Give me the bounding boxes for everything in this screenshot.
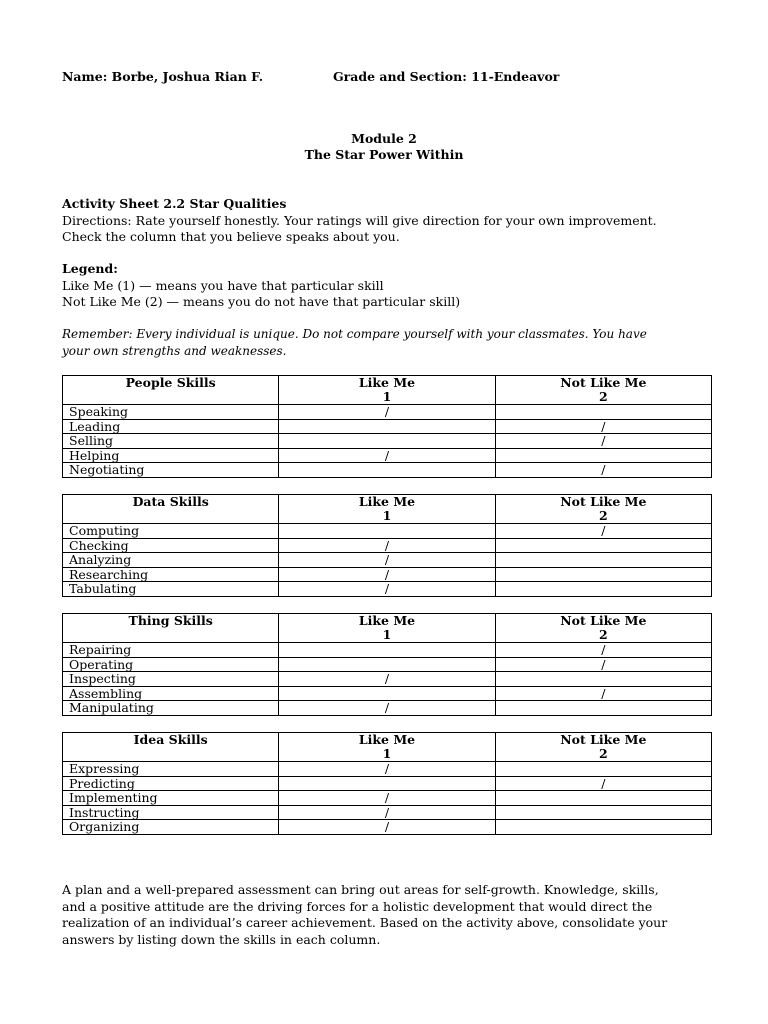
not-like-me-cell[interactable] (495, 791, 711, 806)
skill-category-heading: Idea Skills (63, 733, 279, 762)
skill-name: Checking (63, 538, 279, 553)
like-me-cell[interactable]: / (279, 448, 495, 463)
like-me-cell[interactable] (279, 463, 495, 478)
not-like-me-cell[interactable]: / (495, 524, 711, 539)
table-row (63, 805, 712, 820)
table-row (63, 657, 712, 672)
not-like-me-cell[interactable] (495, 762, 711, 777)
skill-name: Implementing (63, 791, 279, 806)
like-me-cell[interactable]: / (279, 405, 495, 420)
not-like-me-heading (495, 376, 711, 405)
legend-heading: Legend: (62, 261, 118, 276)
like-me-cell[interactable]: / (279, 820, 495, 835)
not-like-me-cell[interactable]: / (495, 434, 711, 449)
not-like-me-label: Not Like Me (560, 375, 647, 390)
not-like-me-cell[interactable] (495, 672, 711, 687)
like-me-cell[interactable]: / (279, 805, 495, 820)
not-like-me-number: 2 (598, 388, 608, 404)
skills-table-0 (62, 375, 712, 478)
skills-table-1 (62, 494, 712, 597)
like-me-number: 1 (382, 745, 392, 761)
remember-note (62, 326, 712, 359)
legend-section (62, 261, 712, 311)
table-row (63, 820, 712, 835)
skill-name: Instructing (63, 805, 279, 820)
module-number: Module 2 (351, 131, 417, 146)
like-me-heading (279, 376, 495, 405)
table-row (63, 434, 712, 449)
like-me-label: Like Me (358, 494, 416, 509)
not-like-me-cell[interactable] (495, 553, 711, 568)
skill-name: Speaking (63, 405, 279, 420)
not-like-me-cell[interactable] (495, 405, 711, 420)
not-like-me-cell[interactable] (495, 538, 711, 553)
not-like-me-label: Not Like Me (560, 613, 647, 628)
not-like-me-cell[interactable] (495, 582, 711, 597)
skills-table-3 (62, 732, 712, 835)
not-like-me-cell[interactable] (495, 567, 711, 582)
not-like-me-label: Not Like Me (560, 732, 647, 747)
like-me-heading (279, 495, 495, 524)
not-like-me-cell[interactable] (495, 805, 711, 820)
not-like-me-label: Not Like Me (560, 494, 647, 509)
plan-line-2: and a positive attitude are the driving forces for a holistic development that would direct the (62, 898, 653, 914)
skill-name: Operating (63, 657, 279, 672)
table-row (63, 419, 712, 434)
not-like-me-cell[interactable]: / (495, 776, 711, 791)
like-me-heading (279, 733, 495, 762)
like-me-cell[interactable]: / (279, 672, 495, 687)
not-like-me-number: 2 (598, 507, 608, 523)
directions-line-2: Check the column that you believe speaks about you. (62, 229, 400, 244)
skill-category-heading: People Skills (63, 376, 279, 405)
table-header-row (63, 376, 712, 405)
like-me-cell[interactable]: / (279, 553, 495, 568)
not-like-me-heading (495, 495, 711, 524)
skill-name: Analyzing (63, 553, 279, 568)
remember-line-1: Remember: Every individual is unique. Do not compare yourself with your classmates. You have (62, 327, 647, 341)
skill-category-heading: Data Skills (63, 495, 279, 524)
skill-name: Tabulating (63, 582, 279, 597)
plan-paragraph (62, 882, 712, 948)
activity-heading: Activity Sheet 2.2 Star Qualities (62, 196, 287, 211)
not-like-me-cell[interactable]: / (495, 657, 711, 672)
like-me-cell[interactable] (279, 434, 495, 449)
table-row (63, 567, 712, 582)
like-me-cell[interactable]: / (279, 701, 495, 716)
table-header-row (63, 614, 712, 643)
table-row (63, 553, 712, 568)
table-row (63, 524, 712, 539)
table-row (63, 672, 712, 687)
table-header-row (63, 495, 712, 524)
not-like-me-heading (495, 733, 711, 762)
like-me-label: Like Me (358, 375, 416, 390)
not-like-me-cell[interactable]: / (495, 686, 711, 701)
skill-name: Computing (63, 524, 279, 539)
module-title: The Star Power Within (304, 147, 464, 162)
skill-name: Assembling (63, 686, 279, 701)
skill-name: Researching (63, 567, 279, 582)
skill-category-heading: Thing Skills (63, 614, 279, 643)
like-me-number: 1 (382, 507, 392, 523)
table-row (63, 762, 712, 777)
like-me-cell[interactable]: / (279, 567, 495, 582)
legend-not-like: Not Like Me (2) — means you do not have that particular skill) (62, 294, 461, 309)
table-row (63, 405, 712, 420)
skill-name: Organizing (63, 820, 279, 835)
like-me-cell[interactable] (279, 643, 495, 658)
not-like-me-cell[interactable] (495, 701, 711, 716)
like-me-cell[interactable]: / (279, 791, 495, 806)
plan-line-1: A plan and a well-prepared assessment can bring out areas for self-growth. Knowledge, skills, (62, 882, 659, 897)
activity-section (62, 196, 712, 246)
table-row (63, 776, 712, 791)
skill-name: Selling (63, 434, 279, 449)
like-me-cell[interactable]: / (279, 762, 495, 777)
like-me-number: 1 (382, 626, 392, 642)
table-row (63, 448, 712, 463)
not-like-me-number: 2 (598, 745, 608, 761)
like-me-cell[interactable]: / (279, 538, 495, 553)
like-me-cell[interactable] (279, 524, 495, 539)
skill-name: Helping (63, 448, 279, 463)
table-row (63, 686, 712, 701)
skill-name: Repairing (63, 643, 279, 658)
student-name: Name: Borbe, Joshua Rian F. (62, 69, 264, 84)
not-like-me-cell[interactable] (495, 448, 711, 463)
table-row (63, 643, 712, 658)
skill-name: Inspecting (63, 672, 279, 687)
not-like-me-cell[interactable] (495, 820, 711, 835)
like-me-cell[interactable] (279, 419, 495, 434)
not-like-me-number: 2 (598, 626, 608, 642)
not-like-me-cell[interactable]: / (495, 419, 711, 434)
like-me-heading (279, 614, 495, 643)
plan-line-3: realization of an individual’s career achievement. Based on the activity above, consolidate your (62, 915, 668, 930)
skill-name: Expressing (63, 762, 279, 777)
like-me-cell[interactable] (279, 657, 495, 672)
skill-name: Predicting (63, 776, 279, 791)
plan-line-4: answers by listing down the skills in each column. (62, 931, 381, 947)
not-like-me-heading (495, 614, 711, 643)
like-me-cell[interactable] (279, 686, 495, 701)
table-row (63, 791, 712, 806)
remember-line-2: your own strengths and weaknesses. (62, 343, 287, 358)
not-like-me-cell[interactable]: / (495, 643, 711, 658)
table-row (63, 538, 712, 553)
like-me-label: Like Me (358, 732, 416, 747)
not-like-me-cell[interactable]: / (495, 463, 711, 478)
like-me-number: 1 (382, 388, 392, 404)
table-row (63, 463, 712, 478)
directions-line-1: Directions: Rate yourself honestly. Your ratings will give direction for your own improvement. (62, 212, 657, 228)
student-header (62, 69, 560, 84)
table-header-row (63, 733, 712, 762)
like-me-cell[interactable]: / (279, 582, 495, 597)
table-row (63, 701, 712, 716)
grade-section: Grade and Section: 11-Endeavor (333, 69, 560, 84)
skill-name: Leading (63, 419, 279, 434)
like-me-cell[interactable] (279, 776, 495, 791)
skill-name: Manipulating (63, 701, 279, 716)
skills-table-2 (62, 613, 712, 716)
like-me-label: Like Me (358, 613, 416, 628)
table-row (63, 582, 712, 597)
legend-like: Like Me (1) — means you have that particular skill (62, 277, 384, 293)
skill-name: Negotiating (63, 463, 279, 478)
